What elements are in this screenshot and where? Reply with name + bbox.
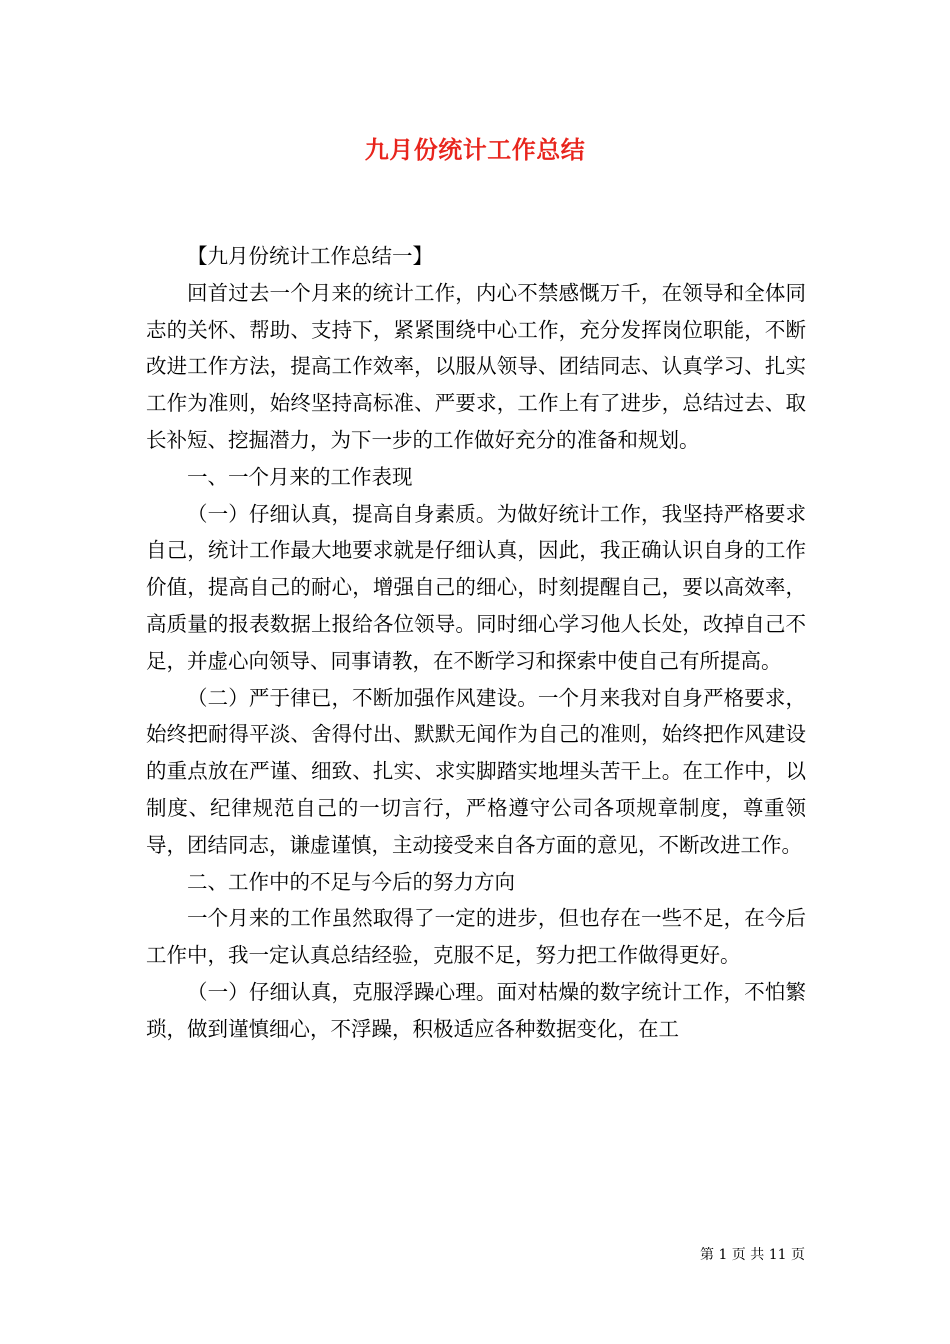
section-heading: 二、工作中的不足与今后的努力方向 [187,869,515,894]
page-footer: 第 1 页 共 11 页 [700,1247,805,1263]
section-heading: 一、一个月来的工作表现 [187,464,413,489]
paragraph: （一）仔细认真，克服浮躁心理。面对枯燥的数字统计工作，不怕繁琐，做到谨慎细心，不浮躁，积极适应各种数据变化，在工 [146,979,806,1041]
paragraph: （一）仔细认真，提高自身素质。为做好统计工作，我坚持严格要求自己，统计工作最大地要求就是仔细认真，因此，我正确认识自身的工作价值，提高自己的耐心，增强自己的细心，时刻提醒自己，要以高效率，高质量的报表数据上报给各位领导。同时细心学习他人长处，改掉自己不足，并虚心向领导、同事请教，在不断学习和探索中使自己有所提高。 [146,501,806,673]
paragraph-heading: 【九月份统计工作总结一】 [187,244,433,268]
paragraph: 回首过去一个月来的统计工作，内心不禁感慨万千，在领导和全体同志的关怀、帮助、支持下，紧紧围绕中心工作，充分发挥岗位职能，不断改进工作方法，提高工作效率，以服从领导、团结同志、认真学习、扎实工作为准则，始终坚持高标准、严要求，工作上有了进步，总结过去、取长补短、挖掘潜力，为下一步的工作做好充分的准备和规划。 [146,280,806,452]
paragraph: （二）严于律已，不断加强作风建设。一个月来我对自身严格要求，始终把耐得平淡、舍得付出、默默无闻作为自己的准则，始终把作风建设的重点放在严谨、细致、扎实、求实脚踏实地埋头苦干上。在工作中，以制度、纪律规范自己的一切言行，严格遵守公司各项规章制度，尊重领导，团结同志，谦虚谨慎，主动接受来自各方面的意见，不断改进工作。 [146,685,806,857]
document-body [146,238,806,1048]
paragraph: 一个月来的工作虽然取得了一定的进步，但也存在一些不足，在今后工作中，我一定认真总结经验，克服不足，努力把工作做得更好。 [146,906,806,968]
document-title: 九月份统计工作总结 [364,135,586,164]
